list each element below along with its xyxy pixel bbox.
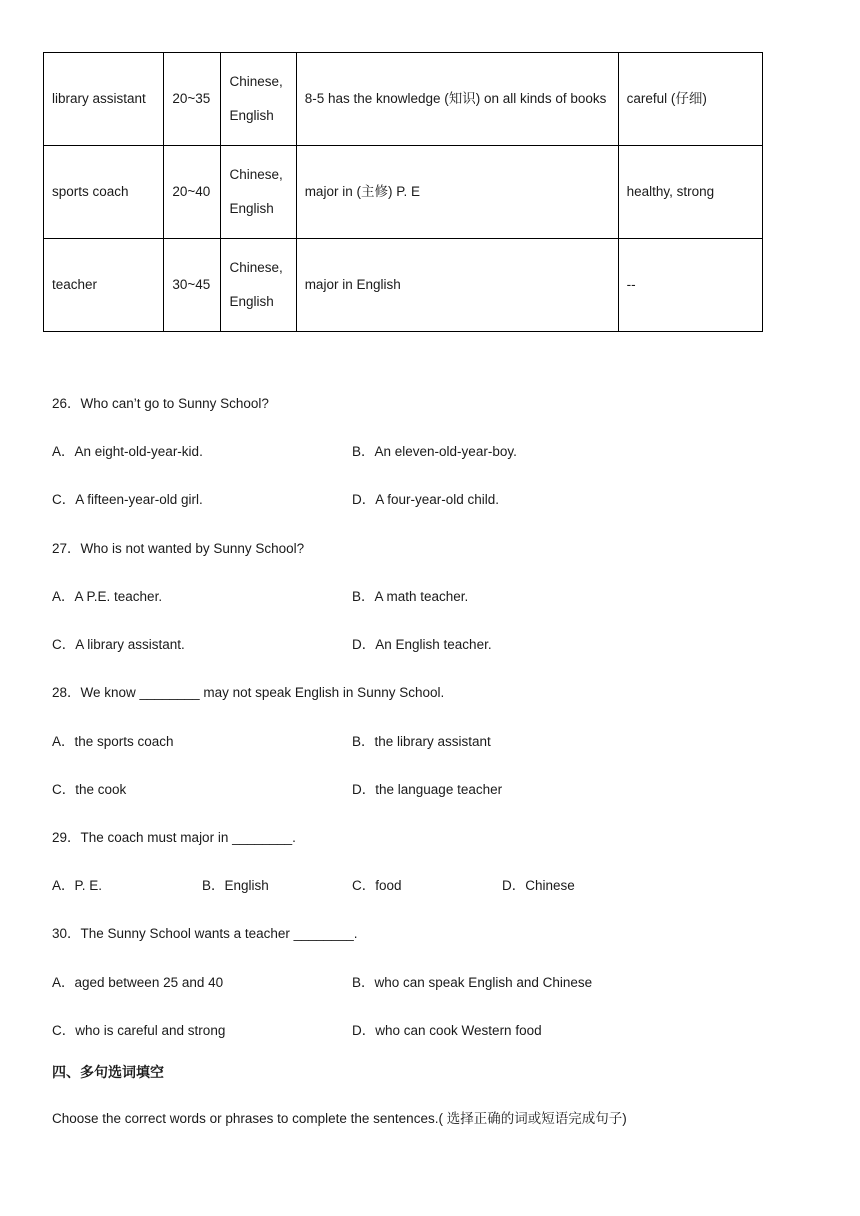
table-cell-requirement: major in (主修) P. E (296, 146, 618, 239)
table-cell-language: Chinese, English (221, 146, 296, 239)
table-cell-requirement: 8-5 has the knowledge (知识) on all kinds of books (296, 53, 618, 146)
question-27-option-b: B．A math teacher. (352, 589, 469, 604)
table-cell-character: -- (618, 239, 762, 332)
table-cell-job: teacher (44, 239, 164, 332)
question-30-option-c: C．who is careful and strong (52, 1023, 226, 1038)
question-29-option-c: C．food (352, 878, 402, 893)
question-28-option-c: C．the cook (52, 782, 127, 797)
table-row (44, 53, 763, 146)
question-28-stem: 28．We know ________ may not speak English in Sunny School. (52, 685, 445, 700)
question-29-option-d: D．Chinese (502, 878, 575, 893)
question-27-option-d: D．An English teacher. (352, 637, 492, 652)
question-30-stem: 30．The Sunny School wants a teacher ________. (52, 926, 358, 941)
question-26-option-b: B．An eleven-old-year-boy. (352, 444, 517, 459)
table-cell-requirement: major in English (296, 239, 618, 332)
question-27-option-a: A．A P.E. teacher. (52, 589, 163, 604)
question-30-option-a: A．aged between 25 and 40 (52, 975, 224, 990)
table-cell-job: sports coach (44, 146, 164, 239)
table-row (44, 146, 763, 239)
table-cell-language: Chinese, English (221, 239, 296, 332)
section-heading: 四、多句选词填空 (52, 1065, 164, 1081)
question-28-option-a: A．the sports coach (52, 734, 174, 749)
section-instruction: Choose the correct words or phrases to complete the sentences.( 选择正确的词或短语完成句子) (52, 1111, 627, 1126)
question-29-option-a: A．P. E. (52, 878, 103, 893)
question-29-option-b: B．English (202, 878, 269, 893)
table-cell-age: 20~35 (164, 53, 221, 146)
table-cell-age: 30~45 (164, 239, 221, 332)
question-26-option-a: A．An eight-old-year-kid. (52, 444, 203, 459)
question-27-stem: 27．Who is not wanted by Sunny School? (52, 541, 305, 556)
table-cell-character: healthy, strong (618, 146, 762, 239)
question-28-option-b: B．the library assistant (352, 734, 491, 749)
question-30-option-d: D．who can cook Western food (352, 1023, 542, 1038)
table-cell-job: library assistant (44, 53, 164, 146)
question-26-option-c: C．A fifteen-year-old girl. (52, 492, 203, 507)
table-cell-language: Chinese, English (221, 53, 296, 146)
question-29-stem: 29．The coach must major in ________. (52, 830, 296, 845)
table-cell-age: 20~40 (164, 146, 221, 239)
question-30-option-b: B．who can speak English and Chinese (352, 975, 593, 990)
table-cell-character: careful (仔细) (618, 53, 762, 146)
job-requirements-table (43, 52, 763, 332)
question-26-option-d: D．A four-year-old child. (352, 492, 500, 507)
question-26-stem: 26．Who can’t go to Sunny School? (52, 396, 269, 411)
table-row (44, 239, 763, 332)
question-28-option-d: D．the language teacher (352, 782, 503, 797)
question-27-option-c: C．A library assistant. (52, 637, 185, 652)
